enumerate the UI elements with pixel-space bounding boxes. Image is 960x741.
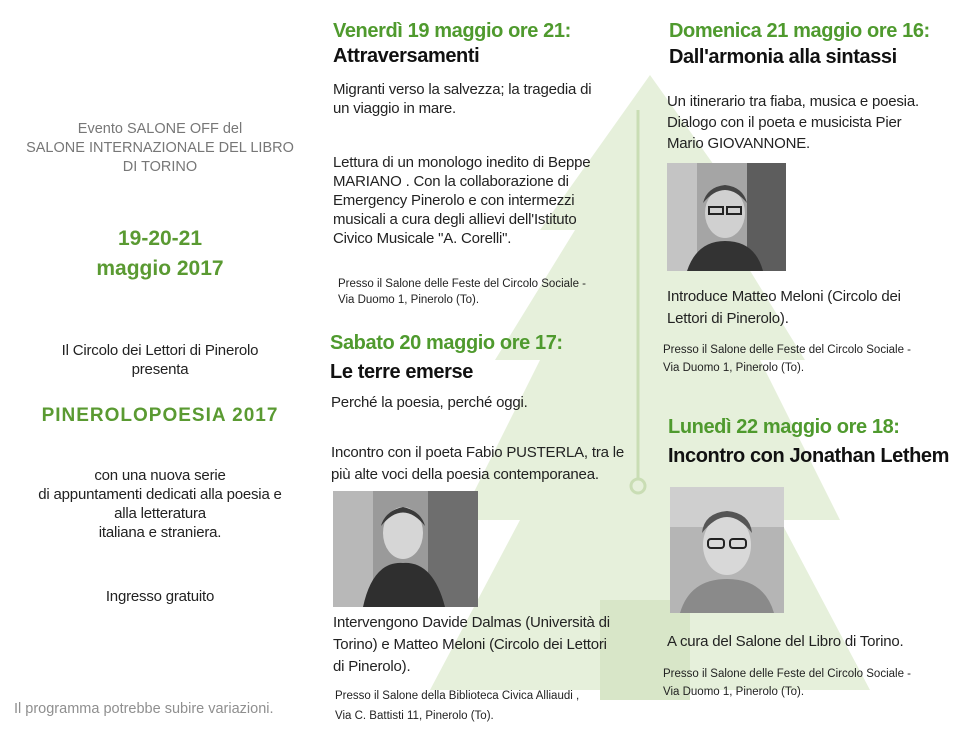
presenter-line-2: presenta [131, 361, 189, 378]
sunday-day: Domenica 21 maggio ore 16: [669, 20, 930, 42]
sunday-intro-2: Lettori di Pinerolo). [667, 310, 789, 327]
photo-jonathan-lethem [670, 487, 784, 613]
friday-venue-1: Presso il Salone delle Feste del Circolo Sociale - [338, 278, 587, 290]
sunday-venue-1: Presso il Salone delle Feste del Circolo Sociale - [663, 344, 912, 356]
description-line-4: italiana e straniera. [98, 524, 222, 541]
dates-line-1: 19-20-21 [117, 227, 203, 250]
monday-venue-1: Presso il Salone delle Feste del Circolo Sociale - [663, 668, 912, 680]
dates-line-2: maggio 2017 [96, 257, 224, 280]
saturday-venue-1: Presso il Salone della Biblioteca Civica Alliaudi , [335, 690, 580, 702]
description-line-1: con una nuova serie [94, 467, 226, 484]
saturday-speakers-3: di Pinerolo). [333, 658, 411, 675]
entry-note: Ingresso gratuito [105, 588, 215, 605]
monday-title: Incontro con Jonathan Lethem [668, 445, 950, 467]
sunday-title: Dall'armonia alla sintassi [669, 46, 897, 68]
saturday-day: Sabato 20 maggio ore 17: [330, 332, 563, 354]
friday-body-2: MARIANO . Con la collaborazione di [333, 173, 569, 190]
festival-title: PINEROLOPOESIA 2017 [41, 405, 279, 426]
disclaimer: Il programma potrebbe subire variazioni. [14, 701, 274, 717]
saturday-speakers-2: Torino) e Matteo Meloni (Circolo dei Lettori [333, 636, 607, 653]
sunday-venue-2: Via Duomo 1, Pinerolo (To). [663, 362, 805, 374]
description-line-3: alla letteratura [114, 505, 206, 522]
monday-curator: A cura del Salone del Libro di Torino. [667, 633, 904, 650]
saturday-speakers-1: Intervengono Davide Dalmas (Università di [333, 614, 610, 631]
saturday-sub-1: Perché la poesia, perché oggi. [331, 394, 528, 411]
photo-fabio-pusterla [333, 491, 478, 607]
friday-sub-2: un viaggio in mare. [333, 100, 456, 117]
friday-body-3: Emergency Pinerolo e con intermezzi [333, 192, 575, 209]
saturday-title: Le terre emerse [330, 361, 473, 383]
friday-sub-1: Migranti verso la salvezza; la tragedia di [333, 81, 592, 98]
friday-body-5: Civico Musicale "A. Corelli". [333, 230, 512, 247]
sunday-intro-1: Introduce Matteo Meloni (Circolo dei [667, 288, 901, 305]
friday-day: Venerdì 19 maggio ore 21: [333, 20, 571, 42]
friday-venue-2: Via Duomo 1, Pinerolo (To). [338, 294, 480, 306]
saturday-body-2: più alte voci della poesia contemporanea. [331, 466, 599, 483]
friday-body-4: musicali a cura degli allievi dell'Istituto [333, 211, 577, 228]
event-line-1: Evento SALONE OFF del [77, 121, 243, 137]
saturday-venue-2: Via C. Battisti 11, Pinerolo (To). [335, 710, 494, 722]
description-line-2: di appuntamenti dedicati alla poesia e [38, 486, 282, 503]
monday-day: Lunedì 22 maggio ore 18: [668, 416, 900, 438]
presenter-line-1: Il Circolo dei Lettori di Pinerolo [61, 342, 259, 359]
sunday-sub-2: Dialogo con il poeta e musicista Pier [667, 114, 902, 131]
photo-pier-mario-giovannone [667, 163, 786, 271]
friday-body-1: Lettura di un monologo inedito di Beppe [333, 154, 591, 171]
friday-title: Attraversamenti [333, 45, 480, 67]
sunday-sub-3: Mario GIOVANNONE. [667, 135, 811, 152]
event-line-2: SALONE INTERNAZIONALE DEL LIBRO [26, 140, 294, 156]
sunday-sub-1: Un itinerario tra fiaba, musica e poesia. [667, 93, 919, 110]
event-line-3: DI TORINO [122, 159, 198, 175]
saturday-body-1: Incontro con il poeta Fabio PUSTERLA, tra le [331, 444, 625, 461]
monday-venue-2: Via Duomo 1, Pinerolo (To). [663, 686, 805, 698]
